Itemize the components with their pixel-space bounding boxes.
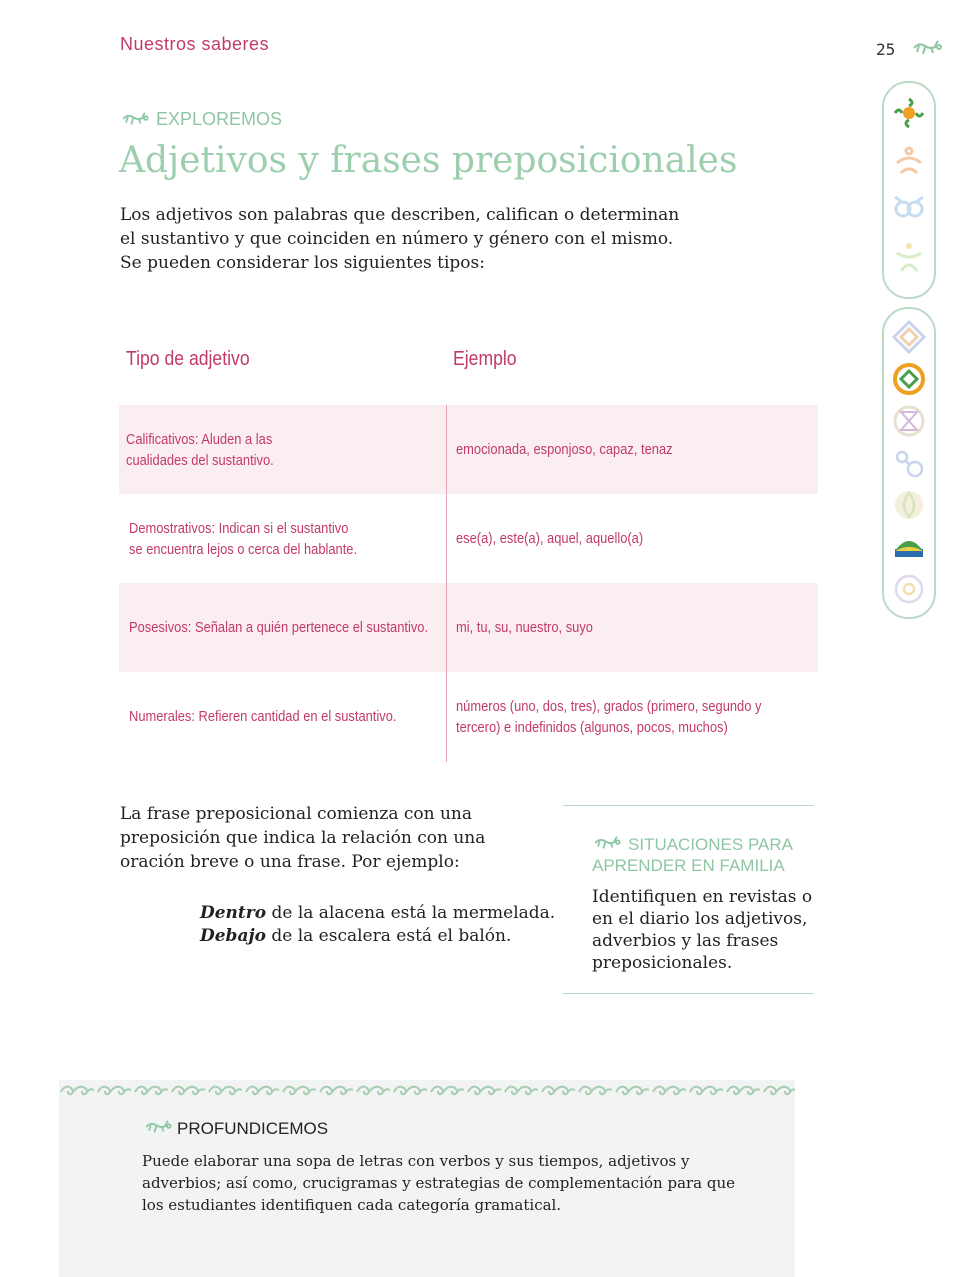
landscape-icon[interactable] [891,529,927,565]
deepen-text: Puede elaborar una sopa de letras con verbos y sus tiempos, adjetivos y adverbios; así como, crucigramas y estrategias de complementación para que los estudiantes identifiquen cada categoría gramatical. [142,1152,736,1214]
type-text: cualidades del sustantivo. [126,451,274,469]
table-row [119,583,818,672]
example-text: ese(a), este(a), aquel, aquello(a) [456,530,644,547]
example-rest: de la escalera está el balón. [265,926,512,946]
family-box [563,805,814,994]
example-rest: de la alacena está la mermelada. [266,903,556,923]
axolotl-icon [143,1118,173,1136]
side-nav-bottom [882,307,936,619]
hourglass-icon[interactable] [891,403,927,439]
example-keyword: Debajo [200,926,266,946]
type-text: Posesivos: Señalan a quién pertenece el sustantivo. [129,619,429,636]
type-cell [129,583,444,672]
side-nav-top [882,81,936,299]
page-title: Adjetivos y frases preposicionales [119,140,738,181]
example-cell [456,672,816,761]
table-row [119,405,818,494]
type-cell [129,672,444,761]
people-icon[interactable] [891,143,927,179]
example-line [200,902,555,925]
knot-icon[interactable] [891,191,927,227]
intro-paragraph: Los adjetivos son palabras que describen, califican o determinan el sustantivo y que coinciden en número y género con el mismo. Se pueden considerar los siguientes tipos: [120,205,680,273]
axolotl-icon [592,834,622,852]
table-row [119,672,818,761]
table-header-example: Ejemplo [453,348,517,370]
type-text: Demostrativos: Indican si el sustantivo [129,519,349,537]
deepen-label-text: PROFUNDICEMOS [177,1119,329,1138]
section-title: Nuestros saberes [120,34,270,54]
wave-pattern-border [59,1080,795,1100]
type-cell [126,405,441,494]
example-text: mi, tu, su, nuestro, suyo [456,619,593,636]
page-number [876,38,943,59]
deepen-heading [143,1118,328,1139]
family-text: Identifiquen en revistas o en el diario los adjetivos, adverbios y las frases preposicionales. [592,887,813,973]
axolotl-icon [120,110,150,128]
sun-icon[interactable] [891,95,927,131]
prep-examples [200,902,555,948]
example-text: emocionada, esponjoso, capaz, tenaz [456,441,673,458]
figure-icon[interactable] [891,239,927,275]
family-label-text: SITUACIONES PARA APRENDER EN FAMILIA [592,835,793,875]
target-icon[interactable] [891,361,927,397]
table-header-type: Tipo de adjetivo [126,348,250,370]
leaf-icon[interactable] [891,487,927,523]
example-text: tercero) e indefinidos (algunos, pocos, muchos) [456,718,728,736]
type-text: Calificativos: Aluden a las [126,430,273,448]
compass-icon[interactable] [891,319,927,355]
explore-heading [120,109,282,130]
spiral-icon[interactable] [891,571,927,607]
molecule-icon[interactable] [891,445,927,481]
example-text: números (uno, dos, tres), grados (primero, segundo y [456,697,762,715]
type-text: se encuentra lejos o cerca del hablante. [129,540,358,558]
example-line [200,925,555,948]
table-row [119,494,818,583]
type-text: Numerales: Refieren cantidad en el sustantivo. [129,708,397,725]
example-cell [456,494,816,583]
wave-pattern [59,1080,795,1100]
family-heading [592,834,812,876]
example-cell [456,405,816,494]
example-keyword: Dentro [200,903,267,923]
type-cell [129,494,444,583]
axolotl-icon [911,38,943,58]
prep-paragraph: La frase preposicional comienza con una preposición que indica la relación con una oración breve o una frase. Por ejemplo: [120,804,486,872]
explore-label-text: EXPLOREMOS [156,109,283,129]
page-number-text: 25 [876,40,896,59]
table-divider [446,405,447,762]
example-cell [456,583,816,672]
